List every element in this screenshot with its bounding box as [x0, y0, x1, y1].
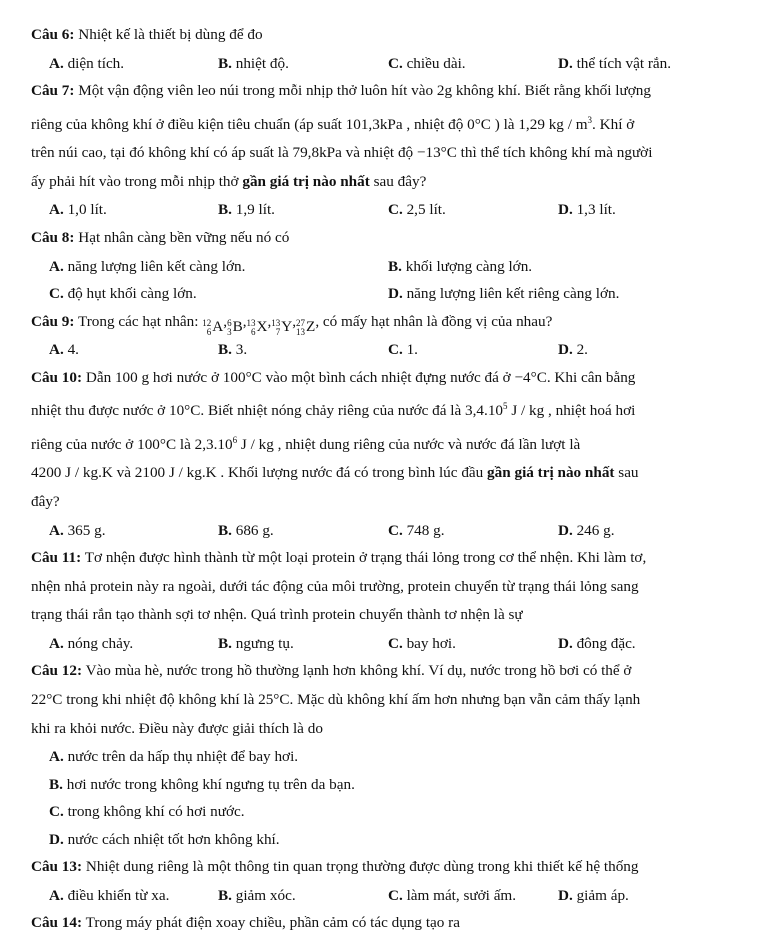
option-text: 365 g. — [67, 521, 106, 539]
question-text: sau đây? — [373, 172, 427, 190]
question-text: J / kg , nhiệt hoá hơi — [507, 402, 636, 420]
superscript: 3 — [587, 114, 593, 125]
question-text: . Khí ở — [592, 115, 635, 133]
nucleus-b — [227, 313, 243, 337]
option-a[interactable] — [49, 630, 133, 658]
superscript: 5 — [503, 401, 508, 412]
option-text: 2. — [576, 341, 588, 359]
question-text: Dẫn 100 g hơi nước ở 100°C vào một bình cách nhiệt đựng nước đá ở −4°C. Khi cân bằng — [85, 368, 636, 386]
option-b[interactable] — [218, 196, 275, 224]
nucleus-symbol: B — [232, 318, 243, 336]
nucleus-symbol: A — [212, 318, 224, 336]
option-label: D. — [558, 886, 573, 904]
options-q8-row2 — [31, 280, 731, 308]
mass-number: 6 — [227, 317, 232, 328]
option-c[interactable] — [49, 280, 197, 308]
atomic-number: 6 — [251, 326, 256, 337]
question-text: ấy phải hít vào trong mỗi nhịp thở — [31, 172, 239, 190]
option-label: B. — [218, 634, 232, 652]
option-text: trong không khí có hơi nước. — [67, 803, 245, 821]
option-text: hơi nước trong không khí ngưng tụ trên da bạn. — [66, 775, 355, 793]
question-number: Câu 12: — [31, 662, 83, 680]
option-label: C. — [388, 201, 403, 219]
option-label: B. — [218, 521, 232, 539]
option-text: 4. — [67, 341, 79, 359]
nucleus-symbol: Y — [281, 318, 293, 336]
options-q9 — [31, 336, 731, 364]
option-label: D. — [558, 521, 573, 539]
question-text: nhện nhả protein này ra ngoài, dưới tác động của môi trường, protein chuyển từ trạng thái lỏng sang — [31, 577, 639, 595]
atomic-number: 6 — [206, 326, 212, 337]
option-text: 1. — [406, 341, 418, 359]
option-label: A. — [49, 201, 64, 219]
option-a[interactable] — [49, 336, 79, 364]
nucleus-symbol: X — [256, 318, 268, 336]
option-text: năng lượng liên kết càng lớn. — [67, 257, 246, 275]
option-label: A. — [49, 634, 64, 652]
option-label: A. — [49, 257, 64, 275]
option-c[interactable] — [388, 630, 456, 658]
option-text: năng lượng liên kết riêng càng lớn. — [406, 285, 620, 303]
option-label: B. — [218, 54, 232, 72]
question-text: Nhiệt dung riêng là một thông tin quan trọng thường được dùng trong khi thiết kế hệ thống — [85, 858, 639, 876]
question-text: 4200 J / kg.K và 2100 J / kg.K . Khối lượng nước đá có trong bình lúc đầu — [31, 464, 484, 482]
option-text: khối lượng càng lớn. — [405, 257, 533, 275]
option-label: B. — [218, 886, 232, 904]
option-text: nhiệt độ. — [235, 54, 289, 72]
option-text: thể tích vật rắn. — [576, 54, 672, 72]
question-text: nhiệt thu được nước ở 10°C. Biết nhiệt nóng chảy riêng của nước đá là 3,4.10 — [31, 402, 504, 420]
question-text: Nhiệt kế là thiết bị dùng để đo — [78, 26, 263, 43]
question-text: , có mấy hạt nhân là đồng vị của nhau? — [315, 312, 553, 330]
question-number: Câu 6: — [31, 26, 75, 43]
option-text: giảm xóc. — [235, 886, 296, 904]
question-text: sau — [618, 464, 639, 482]
superscript: 6 — [232, 434, 238, 445]
question-number: Câu 8: — [31, 228, 75, 246]
option-label: A. — [49, 521, 64, 539]
question-text: khi ra khỏi nước. Điều này được giải thích là do — [31, 719, 323, 737]
option-text: ngưng tụ. — [235, 634, 294, 652]
option-text: độ hụt khối càng lớn. — [67, 285, 197, 303]
question-text: Tơ nhện được hình thành từ một loại protein ở trạng thái lỏng trong cơ thể nhện. Khi làm tơ, — [84, 549, 647, 567]
emphasis-text: gần giá trị nào nhất — [242, 172, 370, 190]
option-text: 748 g. — [406, 521, 445, 539]
option-d[interactable] — [558, 630, 636, 658]
option-label: D. — [558, 201, 573, 219]
option-text: 1,9 lít. — [235, 201, 275, 219]
option-text: bay hơi. — [406, 634, 456, 652]
option-label: C. — [49, 285, 64, 303]
option-d[interactable] — [558, 336, 588, 364]
option-c[interactable] — [388, 196, 446, 224]
question-7 — [31, 77, 731, 196]
nucleus-y — [271, 313, 293, 337]
option-text: điều khiển từ xa. — [67, 886, 170, 904]
option-text: làm mát, sưởi ấm. — [406, 886, 517, 904]
option-label: A. — [49, 886, 64, 904]
mass-number: 13 — [271, 317, 281, 328]
nuclei-list: 12 6 A, 6 3 B, 13 6 X, 13 7 Y, 27 13 Z — [202, 312, 316, 337]
option-a[interactable] — [49, 50, 124, 78]
question-text: Một vận động viên leo núi trong mỗi nhịp thở luôn hít vào 2g không khí. Biết rằng khối lượng — [78, 82, 651, 100]
options-q6 — [31, 50, 731, 78]
question-text: Trong máy phát điện xoay chiều, phần cảm có tác dụng tạo ra — [85, 914, 460, 932]
option-label: D. — [558, 54, 573, 72]
option-label: B. — [218, 341, 232, 359]
option-label: A. — [49, 341, 64, 359]
mass-number: 13 — [246, 317, 256, 328]
question-number: Câu 13: — [31, 858, 83, 876]
option-b[interactable] — [388, 253, 532, 281]
question-number: Câu 11: — [31, 549, 82, 567]
option-d[interactable] — [558, 196, 616, 224]
atomic-number: 3 — [227, 326, 232, 337]
option-b[interactable] — [218, 882, 296, 910]
question-9 — [31, 308, 731, 337]
option-text: 686 g. — [235, 521, 274, 539]
option-c[interactable] — [388, 336, 418, 364]
option-c[interactable] — [388, 517, 445, 545]
option-label: C. — [388, 521, 403, 539]
question-text: Hạt nhân càng bền vững nếu nó có — [78, 228, 290, 246]
question-number: Câu 14: — [31, 914, 83, 932]
option-d[interactable] — [388, 280, 619, 308]
option-c[interactable] — [31, 798, 731, 826]
option-d[interactable] — [558, 50, 671, 78]
atomic-number: 7 — [275, 326, 281, 337]
option-label: D. — [558, 341, 573, 359]
option-text: nóng chảy. — [67, 634, 134, 652]
options-q11 — [31, 630, 731, 658]
question-text: Vào mùa hè, nước trong hồ thường lạnh hơn không khí. Ví dụ, nước trong hồ bơi có thể ở — [85, 662, 632, 680]
option-text: diện tích. — [67, 54, 125, 72]
options-q7 — [31, 196, 731, 224]
atomic-number: 13 — [296, 326, 306, 337]
option-text: nước cách nhiệt tốt hơn không khí. — [67, 830, 280, 848]
question-11 — [31, 544, 731, 630]
question-text: trên núi cao, tại đó không khí có áp suất là 79,8kPa và nhiệt độ −13°C thì thể tích không khí mà người — [31, 144, 653, 162]
mass-number: 12 — [202, 317, 212, 328]
option-label: A. — [49, 54, 64, 72]
option-b[interactable] — [218, 630, 294, 658]
question-13 — [31, 853, 731, 882]
option-label: C. — [388, 886, 403, 904]
option-label: D. — [558, 634, 573, 652]
option-text: 1,3 lít. — [576, 201, 616, 219]
options-q10 — [31, 517, 731, 545]
option-d[interactable] — [558, 517, 615, 545]
question-8 — [31, 224, 731, 253]
question-number: Câu 9: — [31, 312, 75, 330]
option-text: 3. — [235, 341, 248, 359]
option-text: chiều dài. — [406, 54, 466, 72]
option-c[interactable] — [388, 882, 516, 910]
option-b[interactable] — [31, 771, 731, 799]
option-b[interactable] — [218, 336, 247, 364]
question-text: riêng của nước ở 100°C là 2,3.10 — [31, 435, 233, 453]
option-d[interactable] — [31, 826, 731, 854]
option-label: C. — [388, 54, 403, 72]
option-label: B. — [388, 257, 402, 275]
option-b[interactable] — [218, 50, 289, 78]
question-number: Câu 10: — [31, 368, 83, 386]
emphasis-text: gần giá trị nào nhất — [487, 464, 615, 482]
question-14 — [31, 909, 731, 938]
question-text: riêng của không khí ở điều kiện tiêu chuẩn (áp suất 101,3kPa , nhiệt độ 0°C ) là 1,29 kg / m — [31, 115, 588, 133]
option-b[interactable] — [218, 517, 274, 545]
question-12 — [31, 657, 731, 743]
option-text: đông đặc. — [576, 634, 636, 652]
nucleus-z — [296, 313, 316, 337]
option-label: C. — [388, 341, 403, 359]
option-label: A. — [49, 748, 64, 766]
option-label: D. — [49, 830, 64, 848]
question-text: 22°C trong khi nhiệt độ không khí là 25°C. Mặc dù không khí ấm hơn nhưng bạn vẫn cảm thấy lạnh — [31, 691, 641, 708]
option-label: B. — [218, 201, 232, 219]
question-text: J / kg , nhiệt dung riêng của nước và nước đá lần lượt là — [237, 435, 581, 453]
option-label: D. — [388, 285, 403, 303]
question-text: trạng thái rắn tạo thành sợi tơ nhện. Quá trình protein chuyển thành tơ nhện là sự — [31, 606, 523, 624]
question-number: Câu 7: — [31, 82, 75, 100]
option-label: B. — [49, 775, 63, 793]
options-q13 — [31, 882, 731, 910]
nucleus-x — [246, 313, 268, 337]
option-text: 1,0 lít. — [67, 201, 107, 219]
option-a[interactable] — [31, 743, 731, 771]
nucleus-a — [202, 313, 224, 337]
mass-number: 27 — [296, 317, 306, 328]
option-a[interactable] — [49, 253, 245, 281]
options-q8-row1 — [31, 253, 731, 281]
question-10 — [31, 364, 731, 517]
option-d[interactable] — [558, 882, 629, 910]
nucleus-symbol: Z — [306, 318, 316, 336]
option-label: C. — [49, 803, 64, 821]
question-text: đây? — [31, 493, 60, 511]
option-a[interactable] — [49, 517, 106, 545]
question-text: Trong các hạt nhân: — [78, 312, 199, 330]
option-text: giảm áp. — [576, 886, 629, 904]
option-text: 246 g. — [576, 521, 615, 539]
option-a[interactable] — [49, 882, 169, 910]
option-label: C. — [388, 634, 403, 652]
option-text: nước trên da hấp thụ nhiệt để bay hơi. — [67, 748, 299, 766]
option-c[interactable] — [388, 50, 466, 78]
option-a[interactable] — [49, 196, 107, 224]
option-text: 2,5 lít. — [406, 201, 446, 219]
exam-page — [31, 21, 731, 938]
question-6 — [31, 21, 731, 50]
